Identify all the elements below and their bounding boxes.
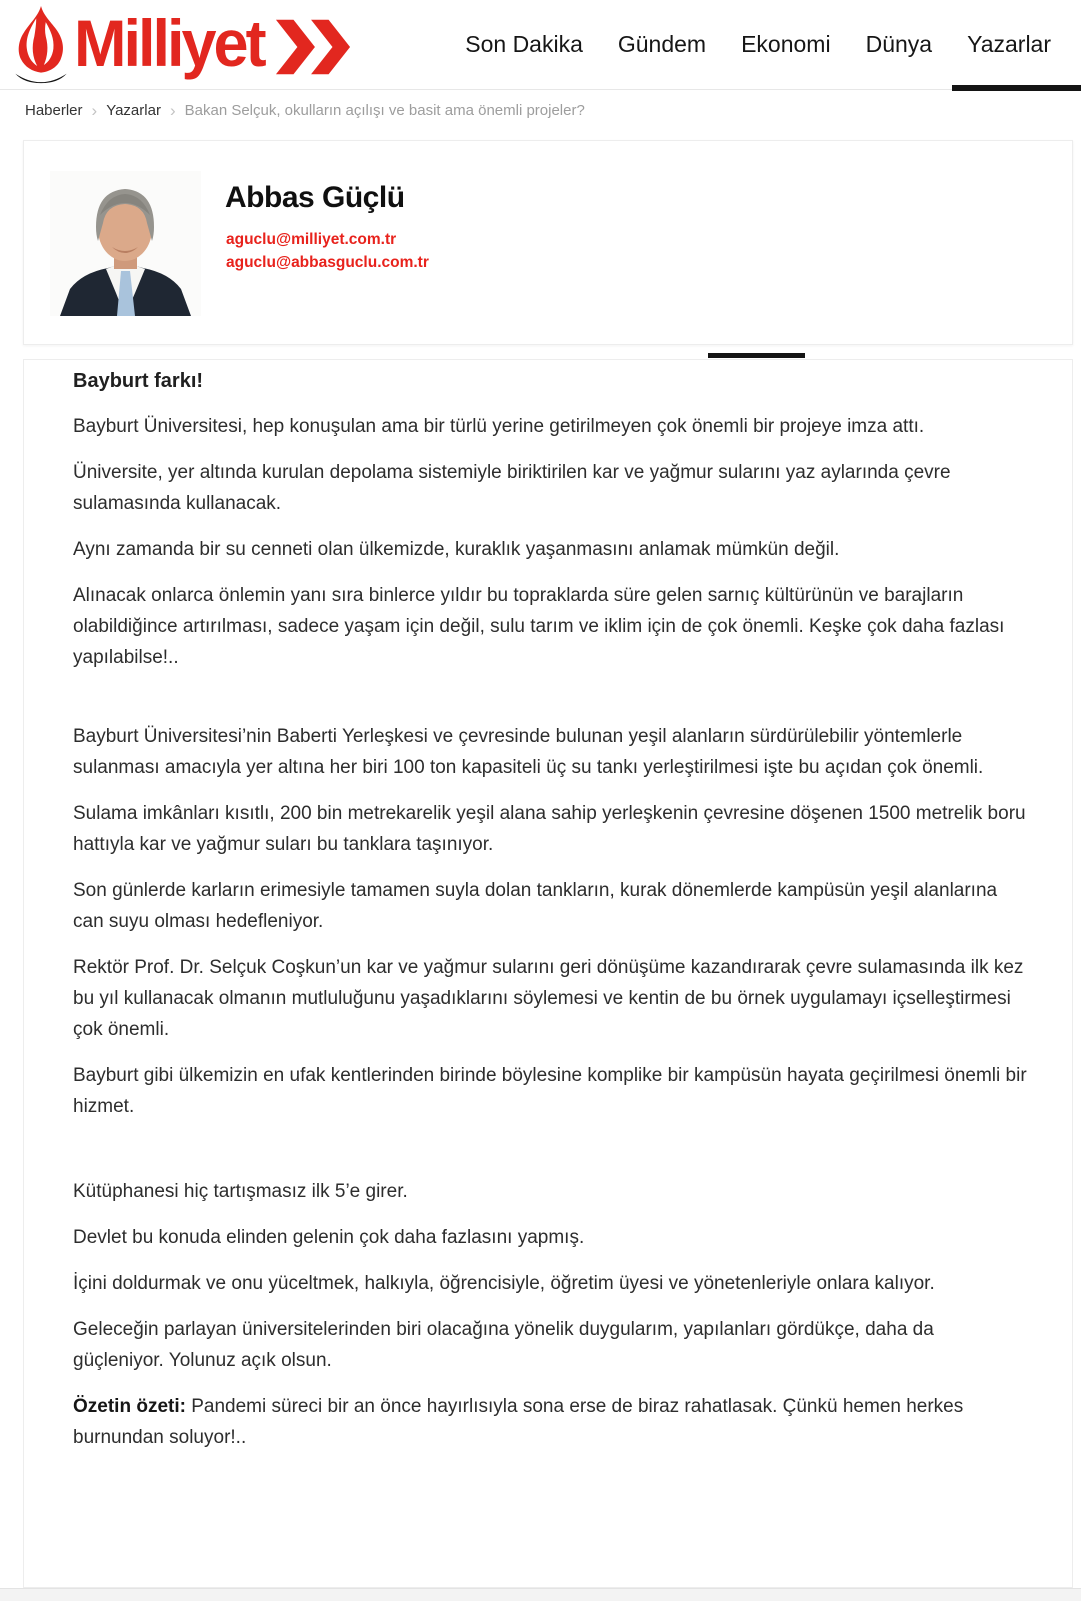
article-paragraph: Özetin özeti: Pandemi süreci bir an önce hayırlısıyla sona erse de biraz rahatlasak. Çünkü hemen herkes burnundan soluyor!..	[73, 1396, 964, 1448]
article-paragraph: Son günlerde karların erimesiyle tamamen suyla dolan tankların, kurak dönemlerde kampüsün yeşil alanlarına can suyu olması hedefleniyor.	[73, 880, 998, 932]
breadcrumb-current: Bakan Selçuk, okulların açılışı ve basit ama önemli projeler?	[184, 102, 585, 119]
article-paragraph: Rektör Prof. Dr. Selçuk Coşkun’un kar ve yağmur sularını geri dönüşüme kazandırarak çevre sulamasında ilk kez bu yıl kullanacak olmanın mutluluğunu yaşadıklarını söylemesi ve kentin de bu örnek uygulamayı içselleştirmesi çok önemli.	[73, 957, 1024, 1040]
article-paragraph: Geleceğin parlayan üniversitelerinden biri olacağına yönelik duygularım, yapılanları gördükçe, daha da güçleniyor. Yolunuz açık olsun.	[73, 1319, 934, 1371]
author-name[interactable]: Abbas Güçlü	[225, 181, 405, 214]
nav-item-dunya[interactable]: Dünya	[865, 31, 933, 57]
article-paragraph: Devlet bu konuda elinden gelenin çok daha fazlasını yapmış.	[73, 1227, 585, 1248]
active-tab-underline	[952, 85, 1081, 91]
summary-label: Özetin özeti:	[73, 1396, 192, 1417]
article-paragraph: Sulama imkânları kısıtlı, 200 bin metrekarelik yeşil alana sahip yerleşkenin çevresine döşenen 1500 metrelik boru hattıyla kar ve yağmur suları bu tanklara taşınıyor.	[73, 803, 1026, 855]
footer-strip	[0, 1588, 1081, 1601]
site-header	[0, 0, 1081, 90]
chevron-right-icon: ›	[169, 101, 176, 120]
nav-item-yazarlar[interactable]: Yazarlar	[967, 31, 1051, 57]
article-paragraph: Bayburt gibi ülkemizin en ufak kentlerinden birinde böylesine komplike bir kampüsün hayata geçirilmesi önemli bir hizmet.	[73, 1065, 1027, 1117]
article-paragraph: Bayburt Üniversitesi’nin Baberti Yerleşkesi ve çevresinde bulunan yeşil alanların sürdürülebilir yöntemlerle sulanması amacıyla yer altına her biri 100 ton kapasiteli üç su tankı yerleştirilmesi işte bu açıdan çok önemli.	[73, 726, 984, 778]
chevron-right-icon: ›	[91, 101, 98, 120]
nav-item-ekonomi[interactable]: Ekonomi	[741, 31, 831, 57]
article-paragraph: Aynı zamanda bir su cenneti olan ülkemizde, kuraklık yaşanmasını anlamak mümkün değil.	[73, 539, 840, 560]
nav-item-gundem[interactable]: Gündem	[617, 31, 707, 57]
double-chevron-icon	[274, 19, 352, 75]
author-emails	[226, 228, 429, 274]
article-body	[73, 411, 1029, 1453]
article-paragraph: İçini doldurmak ve onu yüceltmek, halkıyla, öğrencisiyle, öğretim üyesi ve yönetenleriyle onlara kalıyor.	[73, 1273, 935, 1294]
article-card	[23, 359, 1073, 1588]
flame-icon	[12, 5, 70, 85]
nav-item-son-dakika[interactable]: Son Dakika	[465, 31, 583, 57]
logo-wordmark: Milliyet	[74, 7, 264, 81]
article-paragraph: Alınacak onlarca önlemin yanı sıra binlerce yıldır bu topraklarda süre gelen sarnıç kültürünün ve barajların olabildiğince artırılması, sadece yaşam için değil, sulu tarım ve iklim için de çok önemli. Keşke çok daha fazlası yapılabilse!..	[73, 585, 1005, 668]
author-email-link[interactable]: aguclu@abbasguclu.com.tr	[226, 254, 429, 271]
article-paragraph: Bayburt Üniversitesi, hep konuşulan ama bir türlü yerine getirilmeyen çok önemli bir projeye imza attı.	[73, 416, 925, 437]
article-paragraph: Üniversite, yer altında kurulan depolama sistemiyle biriktirilen kar ve yağmur sularını yaz aylarında çevre sulamasında kullanacak.	[73, 462, 951, 514]
author-photo[interactable]	[50, 171, 201, 316]
author-card	[23, 140, 1073, 345]
tab-indicator-bar	[708, 353, 805, 358]
main-nav	[465, 31, 1051, 58]
breadcrumb-link-yazarlar[interactable]: Yazarlar	[106, 102, 161, 119]
breadcrumb	[25, 102, 585, 119]
author-email-link[interactable]: aguclu@milliyet.com.tr	[226, 231, 397, 248]
article-paragraph: Kütüphanesi hiç tartışmasız ilk 5’e girer.	[73, 1181, 408, 1202]
breadcrumb-link-haberler[interactable]: Haberler	[25, 102, 83, 119]
article-heading: Bayburt farkı!	[73, 370, 204, 392]
milliyet-logo[interactable]	[12, 5, 352, 85]
